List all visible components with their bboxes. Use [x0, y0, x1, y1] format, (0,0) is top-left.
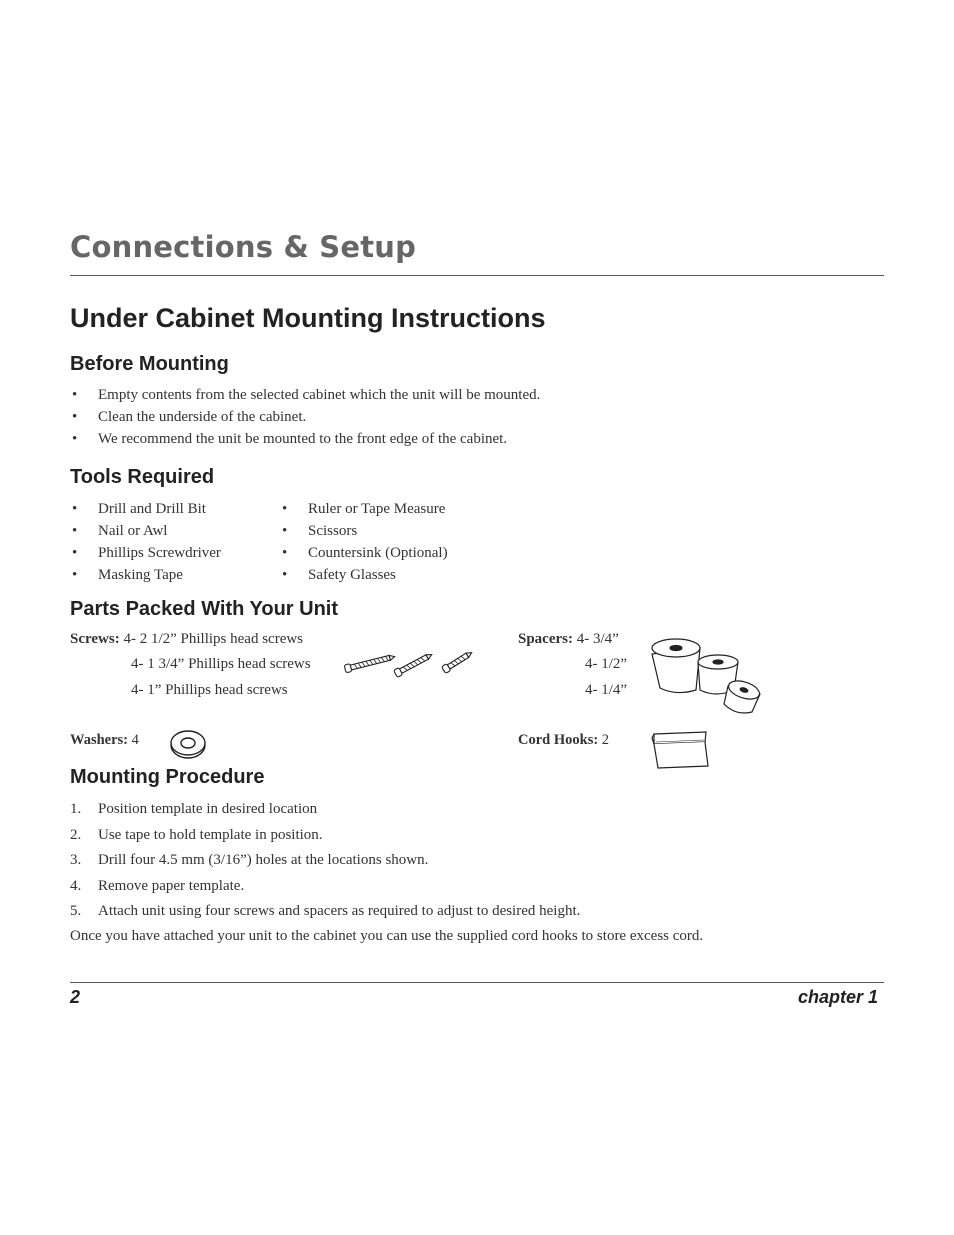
screws-item: 4- 2 1/2” Phillips head screws — [123, 631, 304, 647]
before-mounting-heading: Before Mounting — [70, 353, 229, 375]
procedure-note: Once you have attached your unit to the cabinet you can use the supplied cord hooks to store excess cord. — [70, 928, 704, 944]
parts-heading: Parts Packed With Your Unit — [70, 598, 339, 620]
list-item: • Drill and Drill Bit — [72, 501, 206, 517]
list-item: • Countersink (Optional) — [282, 545, 448, 561]
mounting-procedure-heading: Mounting Procedure — [70, 766, 265, 788]
cord-hooks-line — [518, 732, 609, 749]
cord-hooks-count: 2 — [601, 732, 610, 748]
screws-label: Screws: — [70, 631, 120, 647]
list-item: • Ruler or Tape Measure — [282, 501, 446, 517]
screws-item: 4- 1 3/4” Phillips head screws — [131, 656, 311, 672]
list-item: 5. Attach unit using four screws and spacers as required to adjust to desired height. — [70, 903, 581, 919]
list-item: • We recommend the unit be mounted to the front edge of the cabinet. — [72, 431, 508, 447]
washers-line — [70, 732, 139, 749]
chapter-title: Connections & Setup — [70, 230, 417, 264]
spacers-item: 4- 1/2” — [585, 656, 628, 672]
cord-hook-icon — [650, 730, 710, 772]
tools-list-col2 — [280, 498, 448, 586]
list-item: • Phillips Screwdriver — [72, 545, 221, 561]
chapter-label: chapter 1 — [797, 987, 878, 1007]
screws-line-1 — [70, 631, 303, 648]
list-item: • Nail or Awl — [72, 523, 168, 539]
list-item: • Empty contents from the selected cabinet which the unit will be mounted. — [72, 387, 541, 403]
list-item: 1. Position template in desired location — [70, 801, 318, 817]
list-item: • Masking Tape — [72, 567, 183, 583]
procedure-steps — [70, 797, 580, 925]
list-item: 3. Drill four 4.5 mm (3/16”) holes at the locations shown. — [70, 852, 429, 868]
screws-item: 4- 1” Phillips head screws — [131, 682, 288, 698]
cord-hooks-label: Cord Hooks: — [518, 732, 599, 748]
page-number: 2 — [70, 987, 81, 1007]
footer-rule — [70, 982, 884, 983]
spacers-icon — [648, 632, 764, 718]
list-item: • Safety Glasses — [282, 567, 396, 583]
spacers-label: Spacers: — [518, 631, 573, 647]
tools-required-heading: Tools Required — [70, 466, 215, 488]
header-rule — [70, 275, 884, 276]
list-item: • Scissors — [282, 523, 358, 539]
washers-count: 4 — [131, 732, 139, 748]
spacers-line-1 — [518, 631, 619, 648]
washers-label: Washers: — [70, 732, 128, 748]
before-mounting-list — [70, 384, 540, 450]
spacers-item: 4- 3/4” — [576, 631, 619, 647]
screws-icon — [343, 648, 479, 680]
list-item: 4. Remove paper template. — [70, 877, 245, 894]
tools-list-col1 — [70, 498, 221, 586]
spacers-item: 4- 1/4” — [585, 682, 628, 698]
page-title: Under Cabinet Mounting Instructions — [70, 303, 546, 333]
list-item: • Clean the underside of the cabinet. — [72, 409, 307, 425]
washer-icon — [169, 728, 207, 760]
list-item: 2. Use tape to hold template in position. — [70, 826, 323, 843]
